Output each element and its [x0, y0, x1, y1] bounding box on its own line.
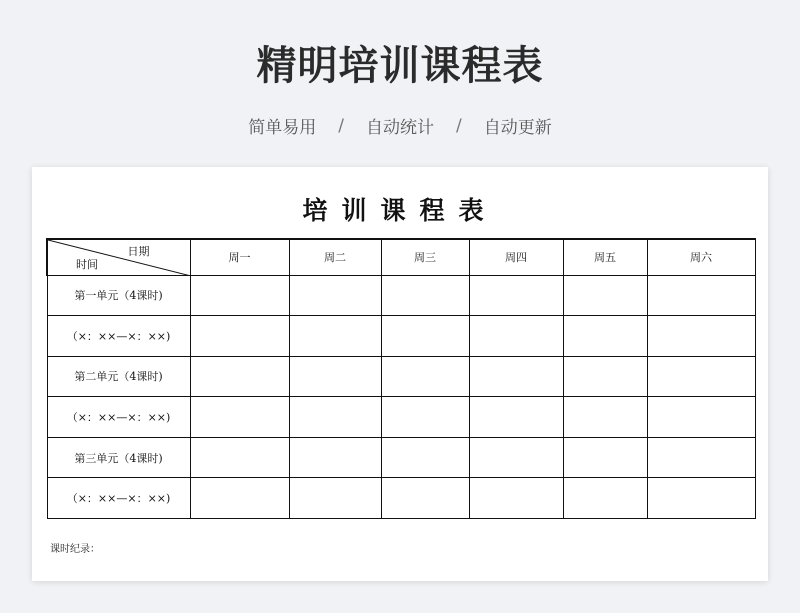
table-row	[47, 275, 755, 316]
schedule-cell[interactable]	[190, 275, 289, 316]
day-header: 周二	[289, 239, 381, 275]
schedule-cell[interactable]	[190, 316, 289, 357]
schedule-cell[interactable]	[469, 437, 563, 478]
schedule-cell[interactable]	[289, 275, 381, 316]
day-header: 周六	[647, 239, 755, 275]
schedule-cell[interactable]	[381, 275, 469, 316]
schedule-cell[interactable]	[647, 316, 755, 357]
schedule-cell[interactable]	[289, 437, 381, 478]
schedule-cell[interactable]	[381, 397, 469, 438]
schedule-cell[interactable]	[289, 397, 381, 438]
schedule-cell[interactable]	[647, 397, 755, 438]
schedule-cell[interactable]	[381, 478, 469, 519]
page-title: 精明培训课程表	[256, 43, 544, 89]
row-label: （×：××—×：××)	[47, 316, 190, 357]
header-row	[47, 239, 755, 275]
table-row	[47, 356, 755, 397]
tag-separator: /	[456, 115, 462, 136]
schedule-cell[interactable]	[563, 275, 647, 316]
tag-separator: /	[338, 115, 344, 136]
schedule-cell[interactable]	[647, 437, 755, 478]
schedule-cell[interactable]	[289, 356, 381, 397]
document-title: 培训课程表	[302, 196, 498, 225]
day-header: 周一	[190, 239, 289, 275]
schedule-cell[interactable]	[469, 356, 563, 397]
table-row	[47, 397, 755, 438]
table-row	[47, 316, 755, 357]
diagonal-line	[48, 240, 191, 276]
schedule-cell[interactable]	[563, 356, 647, 397]
row-label: 第三单元（4课时)	[47, 437, 190, 478]
schedule-cell[interactable]	[190, 437, 289, 478]
feature-tag: 简单易用	[248, 118, 317, 138]
schedule-cell[interactable]	[469, 275, 563, 316]
feature-tags	[0, 113, 800, 138]
schedule-cell[interactable]	[381, 356, 469, 397]
schedule-cell[interactable]	[469, 316, 563, 357]
schedule-cell[interactable]	[289, 478, 381, 519]
schedule-cell[interactable]	[647, 478, 755, 519]
schedule-cell[interactable]	[190, 397, 289, 438]
schedule-cell[interactable]	[289, 316, 381, 357]
corner-cell	[47, 239, 190, 275]
schedule-cell[interactable]	[381, 437, 469, 478]
schedule-cell[interactable]	[563, 478, 647, 519]
schedule-cell[interactable]	[563, 316, 647, 357]
row-label: 第二单元（4课时)	[47, 356, 190, 397]
row-label: （×：××—×：××)	[47, 397, 190, 438]
row-label: 第一单元（4课时)	[47, 275, 190, 316]
schedule-cell[interactable]	[469, 478, 563, 519]
schedule-cell[interactable]	[381, 316, 469, 357]
schedule-cell[interactable]	[190, 478, 289, 519]
day-header: 周四	[469, 239, 563, 275]
day-header: 周五	[563, 239, 647, 275]
schedule-table	[46, 238, 756, 519]
corner-date-label: 日期	[127, 245, 150, 258]
row-label: （×：××—×：××)	[47, 478, 190, 519]
schedule-cell[interactable]	[190, 356, 289, 397]
corner-time-label: 时间	[76, 257, 98, 271]
feature-tag: 自动更新	[483, 118, 552, 138]
schedule-cell[interactable]	[469, 397, 563, 438]
table-row	[47, 478, 755, 519]
feature-tag: 自动统计	[366, 118, 434, 138]
day-header: 周三	[381, 239, 469, 275]
schedule-cell[interactable]	[647, 275, 755, 316]
schedule-cell[interactable]	[563, 437, 647, 478]
table-row	[47, 437, 755, 478]
hours-record-label: 课时纪录：	[50, 544, 100, 555]
schedule-cell[interactable]	[563, 397, 647, 438]
document-sheet	[32, 167, 768, 581]
schedule-cell[interactable]	[647, 356, 755, 397]
